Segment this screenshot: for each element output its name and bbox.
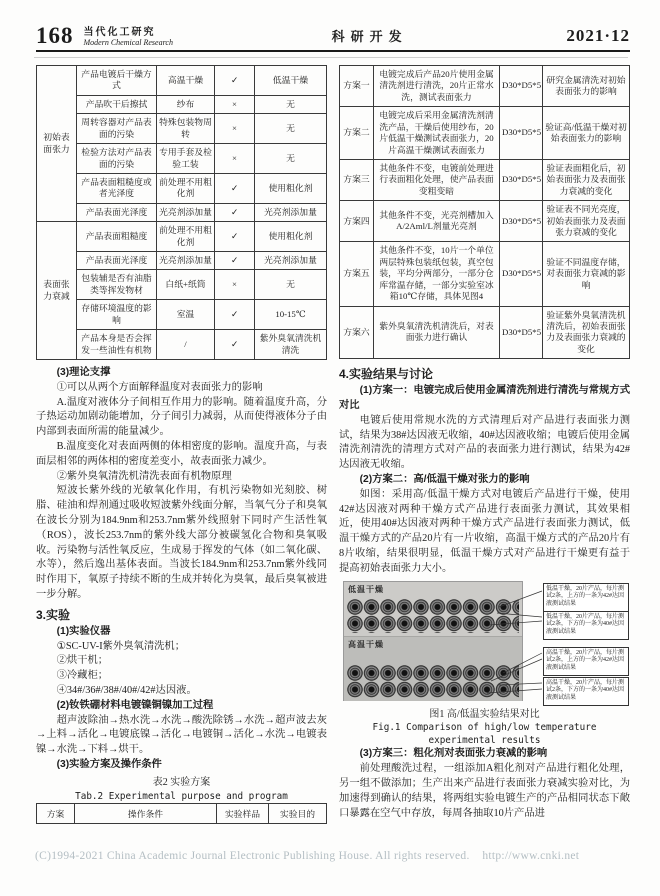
condition-cell: 光亮剂添加量 bbox=[157, 252, 215, 270]
purpose-cell: 研究金属清洗对初始表面张力的影响 bbox=[543, 66, 630, 107]
table-row bbox=[340, 66, 630, 107]
mark-cell: ✓ bbox=[215, 203, 255, 221]
factor-cell: 产品表面粗糙度 bbox=[77, 222, 157, 252]
group-label: 初始表面张力 bbox=[37, 66, 77, 222]
copyright-watermark: (C)1994-2021 China Academic Journal Electronic Publishing House. All rights reserved. http://www.cnki.net bbox=[35, 850, 580, 862]
heading-plan2: (2)方案二：高/低温干燥对张力的影响 bbox=[359, 474, 530, 486]
paragraph: A.温度对液体分子间相互作用力的影响。随着温度升高，分子热运动加剧动能增加，分子间引力减弱，从而使得液体分子由内部到表面所需的能量减少。 bbox=[36, 396, 327, 438]
table-row bbox=[37, 66, 327, 96]
plan-cell: 方案六 bbox=[340, 306, 374, 359]
operation-cell: 其他条件不变，光亮剂槽加入A/2Aml/L剂量光亮剂 bbox=[374, 201, 500, 242]
plated-rings-low bbox=[347, 599, 519, 633]
operation-cell: 紫外臭氧清洗机清洗后，对表面张力进行确认 bbox=[374, 306, 500, 359]
condition-cell: 高温干燥 bbox=[157, 66, 215, 96]
factor-cell: 周转容器对产品表面的污染 bbox=[77, 114, 157, 144]
table-row bbox=[37, 804, 327, 824]
factor-cell: 包装辅是否有油脂类等挥发物材 bbox=[77, 270, 157, 300]
table-row bbox=[340, 242, 630, 306]
sample-cell: D30*D5*5 bbox=[500, 242, 543, 306]
list-item: ②烘干机； bbox=[56, 655, 109, 667]
section-experiment: 3.实验 bbox=[36, 607, 71, 622]
table-row bbox=[37, 203, 327, 221]
page-number: 168 bbox=[36, 23, 74, 48]
alt-cell: 光亮剂添加量 bbox=[255, 203, 327, 221]
condition-cell: 纱布 bbox=[157, 95, 215, 113]
factor-cell: 存储环境温度的影响 bbox=[77, 300, 157, 330]
paragraph: 短波长紫外线的光敏氧化作用，有机污染物如光刻胶、树脂、硅油和焊剂通过吸收短波紫外线面分解，当氧气分子和臭氧在波长分别为184.9nm和253.7nm紫外线照射下同时产生活性氧（ROS），波长253.7nm的紫外线大部分被碳氢化合物和臭氧吸收。污染物与活性氧反应，生成易于挥发的气体（如二氧化碳、水等），然后逸出基体表面。当波长184.9nm和253.7nm紫外线同时作用下，氧原子持续不断的生成并转化为臭氧，最后臭氧被进一步分解。 bbox=[36, 485, 327, 600]
table-row bbox=[340, 159, 630, 200]
alt-cell: 无 bbox=[255, 144, 327, 174]
plan-cell: 方案四 bbox=[340, 201, 374, 242]
mark-cell: ✓ bbox=[215, 66, 255, 96]
alt-cell: 使用粗化剂 bbox=[255, 173, 327, 203]
alt-cell: 无 bbox=[255, 95, 327, 113]
right-column bbox=[339, 65, 630, 824]
table-row bbox=[37, 144, 327, 174]
purpose-cell: 验证高/低温干燥对初始表面张力的影响 bbox=[543, 107, 630, 160]
alt-cell: 无 bbox=[255, 270, 327, 300]
condition-cell: / bbox=[157, 330, 215, 360]
high-temp-label: 高温干燥 bbox=[348, 639, 384, 649]
mark-cell: ✓ bbox=[215, 330, 255, 360]
mark-cell: ✓ bbox=[215, 300, 255, 330]
mark-cell: ✓ bbox=[215, 252, 255, 270]
section-results: 4.实验结果与讨论 bbox=[339, 367, 434, 382]
condition-cell: 光亮剂添加量 bbox=[157, 203, 215, 221]
table-row bbox=[340, 306, 630, 359]
paragraph: ①可以从两个方面解释温度对表面张力的影响 bbox=[56, 381, 263, 393]
low-temp-photo-section bbox=[344, 582, 522, 636]
plan-cell: 方案二 bbox=[340, 107, 374, 160]
figure1-caption-en2: experimental results bbox=[428, 734, 541, 746]
list-item: ①SC-UV-I紫外臭氧清洗机； bbox=[56, 640, 186, 652]
low-temp-label: 低温干燥 bbox=[348, 584, 384, 594]
table-row bbox=[37, 252, 327, 270]
factor-cell: 产品吹干后擦拭 bbox=[77, 95, 157, 113]
table2-caption-en: Tab.2 Experimental purpose and program bbox=[75, 790, 288, 802]
figure-1 bbox=[339, 581, 630, 705]
sample-cell: D30*D5*5 bbox=[500, 66, 543, 107]
operation-cell: 电镀完成后产品20片使用金属清洗剂进行清洗，20片正常水洗，测试表面张力 bbox=[374, 66, 500, 107]
list-item: ④34#/36#/38#/40#/42#达因液。 bbox=[56, 684, 197, 696]
plans-table bbox=[339, 65, 630, 359]
journal-name-en: Modern Chemical Research bbox=[83, 37, 173, 47]
issue-label: 2021·12 bbox=[566, 26, 630, 45]
condition-cell: 特殊包装物周转 bbox=[157, 114, 215, 144]
mark-cell: × bbox=[215, 270, 255, 300]
journal-name bbox=[84, 28, 173, 47]
high-temp-photo-section bbox=[344, 636, 522, 701]
sample-cell: D30*D5*5 bbox=[500, 201, 543, 242]
heading-process: (2)钕铁硼材料电镀镍铜镍加工过程 bbox=[56, 699, 214, 711]
factor-cell: 产品表面光泽度 bbox=[77, 252, 157, 270]
group-label: 表面张力衰减 bbox=[37, 222, 77, 360]
table-row bbox=[340, 107, 630, 160]
figure1-caption-cn: 图1 高/低温实验结果对比 bbox=[429, 708, 540, 720]
plan-cell: 方案五 bbox=[340, 242, 374, 306]
table2-header bbox=[36, 803, 327, 824]
paragraph: 电镀后使用常规水洗的方式清理后对产品进行表面张力测试，结果为38#达因液无收缩，40#达因液收缩；电镀后使用金属清洗剂清洗的清理方式对产品的表面张力进行测试，结果为42#达因液无收缩。 bbox=[339, 414, 630, 471]
sample-cell: D30*D5*5 bbox=[500, 306, 543, 359]
purpose-cell: 验证紫外臭氧清洗机清洗后，初始表面张力及表面张力衰减的变化 bbox=[543, 306, 630, 359]
callout-note: 高温干燥，20片产品，每片测试2条，下方的一条为40#达因液测试结果 bbox=[543, 677, 629, 706]
plated-rings-high bbox=[347, 665, 519, 698]
table-row bbox=[37, 114, 327, 144]
left-column bbox=[36, 65, 327, 824]
table-row bbox=[37, 95, 327, 113]
alt-cell: 使用粗化剂 bbox=[255, 222, 327, 252]
figure-photo bbox=[343, 581, 523, 701]
table-row bbox=[37, 300, 327, 330]
paragraph: B.温度变化对表面两侧的体相密度的影响。温度升高，与表面层相邻的两体相的密度差变小，故表面张力减少。 bbox=[36, 441, 327, 467]
header-section-title: 科研开发 bbox=[331, 29, 408, 44]
paragraph: ②紫外臭氧清洗机清洗表面有机物原理 bbox=[56, 470, 232, 482]
purpose-cell: 验证不同温度存储，对表面张力衰减的影响 bbox=[543, 242, 630, 306]
alt-cell: 低温干燥 bbox=[255, 66, 327, 96]
alt-cell: 10-15℃ bbox=[255, 300, 327, 330]
purpose-cell: 验证表面粗化后，初始表面张力及表面张力衰减的变化 bbox=[543, 159, 630, 200]
condition-cell: 白纸+纸筒 bbox=[157, 270, 215, 300]
two-column-body bbox=[0, 58, 660, 824]
purpose-cell: 验证表不同光亮度，初始表面张力及表面张力衰减的变化 bbox=[543, 201, 630, 242]
factor-cell: 产品表面光泽度 bbox=[77, 203, 157, 221]
factor-cell: 产品本身是否会挥发一些油性有机物 bbox=[77, 330, 157, 360]
condition-cell: 前处理不用粗化剂 bbox=[157, 222, 215, 252]
mark-cell: ✓ bbox=[215, 173, 255, 203]
callout-note: 高温干燥，20片产品，每片测试2条，上方的一条为42#达因液测试结果 bbox=[543, 647, 629, 676]
page-header bbox=[36, 24, 630, 52]
alt-cell: 无 bbox=[255, 114, 327, 144]
mark-cell: ✓ bbox=[215, 222, 255, 252]
column-header: 实验样品 bbox=[217, 804, 269, 824]
paragraph: 前处理酸洗过程，一组添加A粗化剂对产品进行粗化处理，另一组不做添加；生产出来产品进行表面张力衰减实验对比，为加速得到确认的结果，将两组实验电镀生产的产品相同状态下敞口暴露在空气中存放，每周各抽取10片产品进 bbox=[339, 763, 630, 819]
factor-cell: 检验方法对产品表面的污染 bbox=[77, 144, 157, 174]
callout-note: 低温干燥，20片产品，每片测试2条，下方的一条为40#达因液测试结果 bbox=[543, 611, 629, 640]
alt-cell: 光亮剂添加量 bbox=[255, 252, 327, 270]
condition-cell: 室温 bbox=[157, 300, 215, 330]
figure1-caption-en: Fig.1 Comparison of high/low temperature bbox=[372, 722, 597, 734]
factors-table bbox=[36, 65, 327, 360]
column-header: 操作条件 bbox=[75, 804, 217, 824]
list-item: ③冷藏柜； bbox=[56, 670, 109, 682]
operation-cell: 电镀完成后采用金属清洗剂清洗产品，干燥后使用纱布，20片低温干燥测试表面张力，20片高温干燥测试表面张力 bbox=[374, 107, 500, 160]
factor-cell: 产品表面粗糙度或者光泽度 bbox=[77, 173, 157, 203]
journal-name-cn: 当代化工研究 bbox=[83, 27, 156, 39]
column-header: 方案 bbox=[37, 804, 75, 824]
heading-instruments: (1)实验仪器 bbox=[56, 625, 111, 637]
table2-caption-cn: 表2 实验方案 bbox=[152, 776, 211, 788]
table-row bbox=[37, 330, 327, 360]
operation-cell: 其他条件不变，10片一个单位两层特殊包装纸包装，真空包装，平均分两部分，一部分仓库常温存储，一部分实验室冰箱10℃存储，具体见图4 bbox=[374, 242, 500, 306]
condition-cell: 专用手套及检验工装 bbox=[157, 144, 215, 174]
callout-note: 低温干燥，20片产品，每片测试2条，上方的一条为42#达因液测试结果 bbox=[543, 583, 629, 612]
table-row bbox=[340, 201, 630, 242]
mark-cell: × bbox=[215, 144, 255, 174]
alt-cell: 紫外臭氧清洗机清洗 bbox=[255, 330, 327, 360]
mark-cell: × bbox=[215, 114, 255, 144]
column-header: 实验目的 bbox=[269, 804, 327, 824]
heading-plan3: (3)方案三：粗化剂对表面张力衰减的影响 bbox=[359, 748, 548, 760]
mark-cell: × bbox=[215, 95, 255, 113]
plan-cell: 方案三 bbox=[340, 159, 374, 200]
heading-theory: (3)理论支撑 bbox=[56, 367, 111, 379]
factor-cell: 产品电镀后干燥方式 bbox=[77, 66, 157, 96]
paragraph: 超声波除油→热水洗→水洗→酸洗除锈→水洗→超声波去灰→上料→活化→电镀底镍→活化→电镀铜→活化→水洗→电镀表镍→水洗→下料→烘干。 bbox=[36, 714, 327, 756]
paragraph: 如图：采用高/低温干燥方式对电镀后产品进行干燥，使用42#达因液对两种干燥方式产品进行表面张力测试，其效果相近，使用40#达因液对两种干燥方式产品进行表面张力测试，低温干燥方式的产品20片有一片收缩，高温干燥方式的产品20片有8片收缩，结果很明显，低温干燥方式对产品进行干燥更有益于提高初始表面张力大小。 bbox=[339, 488, 630, 574]
plan-cell: 方案一 bbox=[340, 66, 374, 107]
operation-cell: 其他条件不变，电镀前处理进行表面粗化处理，使产品表面变粗变暗 bbox=[374, 159, 500, 200]
table-row bbox=[37, 222, 327, 252]
heading-plan1: (1)方案一：电镀完成后使用金属清洗剂进行清洗与常规方式对比 bbox=[339, 385, 630, 412]
sample-cell: D30*D5*5 bbox=[500, 159, 543, 200]
table-row bbox=[37, 270, 327, 300]
table-row bbox=[37, 173, 327, 203]
heading-plan: (3)实验方案及操作条件 bbox=[56, 758, 162, 770]
condition-cell: 前处理不用粗化剂 bbox=[157, 173, 215, 203]
sample-cell: D30*D5*5 bbox=[500, 107, 543, 160]
